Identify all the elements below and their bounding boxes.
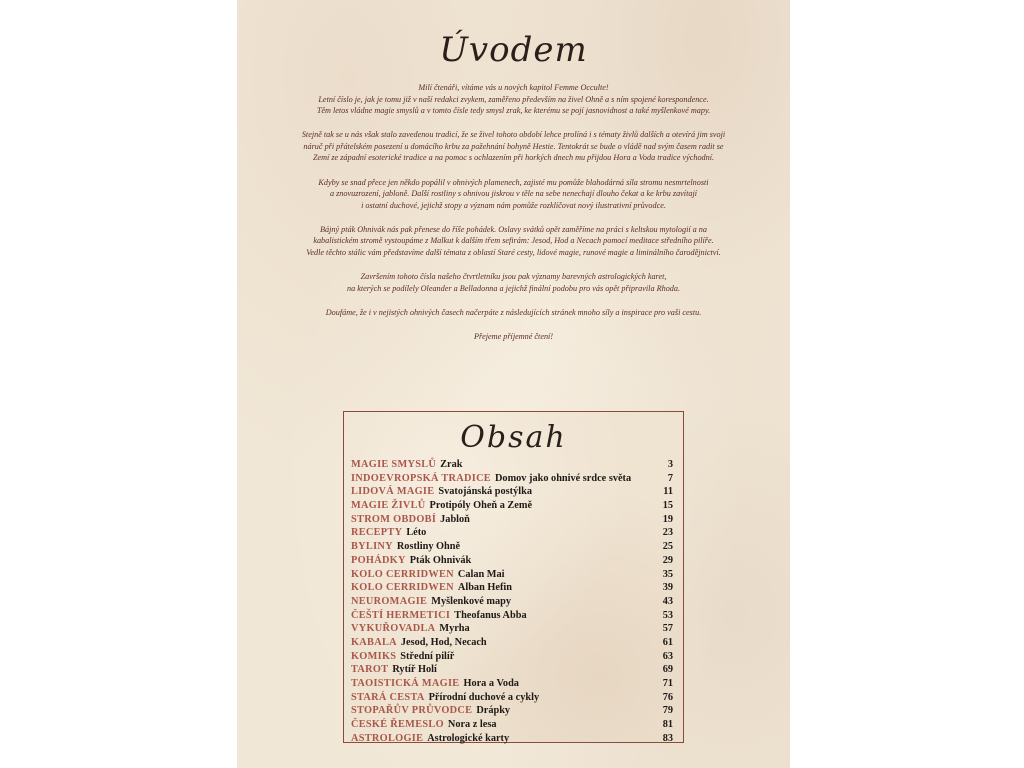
toc-category: STOPAŘŮV PRŮVODCE xyxy=(351,705,473,717)
toc-topic: Myšlenkové mapy xyxy=(431,595,512,607)
toc-topic: Theofanus Abba xyxy=(454,609,527,621)
toc-entry-title xyxy=(351,473,631,484)
toc-page-number: 57 xyxy=(662,623,673,635)
toc-topic: Svatojánská postýlka xyxy=(438,486,532,498)
toc-category: KABALA xyxy=(351,636,397,648)
toc-page-number: 63 xyxy=(662,650,673,662)
intro-line: a znovuzrození, jabloně. Další rostliny s ohnivou jiskrou v těle na sebe nenechají dlouho čekat a ke krbu zavítají xyxy=(329,189,697,199)
toc-page-number: 35 xyxy=(662,568,673,580)
toc-category: KOMIKS xyxy=(351,650,397,662)
toc-entry[interactable] xyxy=(351,637,673,651)
toc-page-number: 76 xyxy=(662,691,673,703)
toc-entry-title xyxy=(351,678,519,689)
toc-page-number: 11 xyxy=(663,486,673,498)
intro-line: Milí čtenáři, vítáme vás u nových kapitol Femme Occulte! xyxy=(418,83,609,92)
toc-entry[interactable] xyxy=(351,486,673,500)
toc-topic: Jabloň xyxy=(440,513,470,525)
toc-topic: Střední pilíř xyxy=(400,650,455,662)
toc-entry[interactable] xyxy=(351,705,673,719)
toc-entry-title xyxy=(351,459,462,470)
toc-category: MAGIE SMYSLŮ xyxy=(351,459,437,470)
toc-entry[interactable] xyxy=(351,459,673,473)
toc-category: STROM OBDOBÍ xyxy=(351,513,437,525)
toc-entry[interactable] xyxy=(351,623,673,637)
toc-category: POHÁDKY xyxy=(351,554,406,566)
toc-entry-title xyxy=(351,705,510,716)
toc-category: ČEŠTÍ HERMETICI xyxy=(351,609,451,621)
intro-line: kabalistickém stromě vystoupáme z Malkut k dalším třem sefirám: Jesod, Hod a Necach pomocí meditace středního pilíře. xyxy=(313,236,714,246)
toc-entry-title xyxy=(351,623,470,634)
toc-topic: Nora z lesa xyxy=(447,719,497,731)
toc-category: MAGIE ŽIVLŮ xyxy=(351,500,426,512)
toc-entry[interactable] xyxy=(351,527,673,541)
toc-category: LIDOVÁ MAGIE xyxy=(351,486,435,498)
toc-topic: Zrak xyxy=(440,459,463,470)
intro-line: Zemí ze západní esoterické tradice a na pomoc s ochlazením při horkých dnech mu přijdou Hora a Voda tradice východní. xyxy=(312,153,715,163)
toc-category: STARÁ CESTA xyxy=(351,691,425,703)
toc-topic: Pták Ohnivák xyxy=(409,554,472,566)
toc-entry-title xyxy=(351,541,460,552)
toc-entry-title xyxy=(351,733,509,744)
toc-topic: Domov jako ohnivé srdce světa xyxy=(494,472,632,484)
intro-line: Završením tohoto čísla našeho čtvrtletníku jsou pak významy barevných astrologických karet, xyxy=(360,272,667,282)
toc-category: TAOISTICKÁ MAGIE xyxy=(351,678,460,689)
magazine-page xyxy=(237,0,790,768)
toc-page-number: 7 xyxy=(667,472,673,484)
toc-page-number: 81 xyxy=(662,719,673,731)
toc-category: BYLINY xyxy=(351,541,393,553)
toc-page-number: 71 xyxy=(662,678,673,689)
intro-line: i ostatní duchové, jejichž stopy a význam nám pomůže rozklíčovat nový ilustrativní průvodce. xyxy=(361,200,666,210)
toc-page-number: 61 xyxy=(662,636,673,648)
toc-entry[interactable] xyxy=(351,541,673,555)
toc-entry[interactable] xyxy=(351,555,673,569)
toc-entry-title xyxy=(351,637,487,648)
toc-entry-title xyxy=(351,719,497,730)
toc-entry[interactable] xyxy=(351,719,673,733)
toc-entry-title xyxy=(351,651,454,662)
toc-entry[interactable] xyxy=(351,500,673,514)
intro-line: Stejně tak se u nás však stalo zavedenou tradicí, že se živel tohoto období lehce prolíná i s tématy živlů dalších a otevírá jim svoji xyxy=(301,130,726,140)
table-of-contents xyxy=(343,411,684,743)
intro-paragraph xyxy=(267,224,760,259)
toc-page-number: 23 xyxy=(662,527,673,539)
toc-entry[interactable] xyxy=(351,582,673,596)
intro-paragraph xyxy=(267,82,760,117)
toc-entry[interactable] xyxy=(351,610,673,624)
toc-entry-title xyxy=(351,596,511,607)
toc-topic: Astrologické karty xyxy=(427,732,510,744)
intro-line: náruč při přátelském posezení u domácího krbu za požehnání bohyně Hestie. Tentokrát se bude o vládě nad svým časem radit se xyxy=(303,141,724,151)
intro-line: Doufáme, že i v nejistých ohnivých časech načerpáte z následujících stránek mnoho síly a inspirace pro vaši cestu. xyxy=(325,307,702,317)
toc-page-number: 83 xyxy=(662,732,673,744)
toc-page-number: 79 xyxy=(662,705,673,717)
toc-entry[interactable] xyxy=(351,733,673,747)
intro-line: na kterých se podílely Oleander a Belladonna a jejichž finální podobu pro vás opět připravila Rhoda. xyxy=(346,283,681,293)
toc-entry[interactable] xyxy=(351,664,673,678)
intro-text xyxy=(267,82,760,355)
intro-paragraph xyxy=(267,307,760,319)
intro-paragraph xyxy=(267,129,760,164)
intro-paragraph xyxy=(267,271,760,294)
toc-category: TAROT xyxy=(351,664,389,676)
toc-topic: Rostliny Ohně xyxy=(396,541,461,553)
toc-entry-title xyxy=(351,582,512,593)
toc-page-number: 53 xyxy=(662,609,673,621)
toc-topic: Přírodní duchové a cykly xyxy=(428,691,540,703)
intro-line: Bájný pták Ohnivák nás pak přenese do říše pohádek. Oslavy svátků opět zaměříme na práci s keltskou mytologií a na xyxy=(319,224,707,234)
toc-topic: Jesod, Hod, Necach xyxy=(400,636,487,648)
toc-topic: Drápky xyxy=(476,705,511,717)
toc-category: VYKUŘOVADLA xyxy=(351,623,436,635)
toc-page-number: 19 xyxy=(662,513,673,525)
toc-entry-title xyxy=(351,692,539,703)
toc-title: Obsah xyxy=(460,420,567,455)
toc-topic: Alban Hefin xyxy=(457,582,512,594)
toc-entry[interactable] xyxy=(351,569,673,583)
toc-topic: Hora a Voda xyxy=(463,678,519,689)
intro-line: Přejeme příjemné čtení! xyxy=(473,331,554,341)
toc-page-number: 43 xyxy=(662,595,673,607)
toc-topic: Rytíř Holí xyxy=(392,664,437,676)
toc-page-number: 15 xyxy=(662,500,673,512)
intro-line: Vedle těchto stálic vám představíme další témata z oblastí Staré cesty, lidové magie, runové magie a liminálního čarodějnictví. xyxy=(306,248,721,258)
intro-title: Úvodem xyxy=(439,30,588,70)
toc-entry-title xyxy=(351,555,471,566)
toc-entry-title xyxy=(351,569,505,580)
toc-page-number: 69 xyxy=(662,664,673,676)
intro-paragraph xyxy=(267,331,760,343)
toc-category: ASTROLOGIE xyxy=(351,732,424,744)
toc-entry[interactable] xyxy=(351,596,673,610)
toc-topic: Protipóly Oheň a Země xyxy=(429,500,533,512)
toc-entry-title xyxy=(351,514,470,525)
toc-page-number: 3 xyxy=(667,459,673,470)
toc-entry-title xyxy=(351,664,437,675)
intro-paragraph xyxy=(267,177,760,212)
intro-line: Kdyby se snad přece jen někdo popálil v ohnivých plamenech, zajisté mu pomůže blahodárná síla stromu nesmrtelnosti xyxy=(318,177,709,187)
toc-category: ČESKÉ ŘEMESLO xyxy=(351,719,444,731)
toc-list xyxy=(351,459,673,746)
toc-entry[interactable] xyxy=(351,678,673,692)
toc-page-number: 39 xyxy=(662,582,673,594)
toc-entry[interactable] xyxy=(351,692,673,706)
toc-category: RECEPTY xyxy=(351,527,403,539)
toc-entry-title xyxy=(351,527,426,538)
toc-entry[interactable] xyxy=(351,473,673,487)
toc-entry-title xyxy=(351,500,532,511)
toc-entry-title xyxy=(351,486,532,497)
intro-line: Těm letos vládne magie smyslů a v tomto čísle tedy smysl zrak, ke kterému se pojí jasnovidnost a také myšlenkové mapy. xyxy=(316,106,711,116)
toc-page-number: 29 xyxy=(662,554,673,566)
toc-page-number: 25 xyxy=(662,541,673,553)
toc-entry-title xyxy=(351,610,527,621)
toc-entry[interactable] xyxy=(351,651,673,665)
toc-category: NEUROMAGIE xyxy=(351,595,428,607)
toc-topic: Calan Mai xyxy=(457,568,505,580)
toc-category: INDOEVROPSKÁ TRADICE xyxy=(351,472,491,484)
toc-topic: Myrha xyxy=(439,623,470,635)
intro-line: Letní číslo je, jak je tomu již v naší redakci zvykem, zaměřeno především na živel Ohně a s ním spojené korespondence. xyxy=(318,94,709,104)
toc-topic: Léto xyxy=(406,527,427,539)
toc-category: KOLO CERRIDWEN xyxy=(351,582,454,594)
toc-category: KOLO CERRIDWEN xyxy=(351,568,454,580)
toc-entry[interactable] xyxy=(351,514,673,528)
